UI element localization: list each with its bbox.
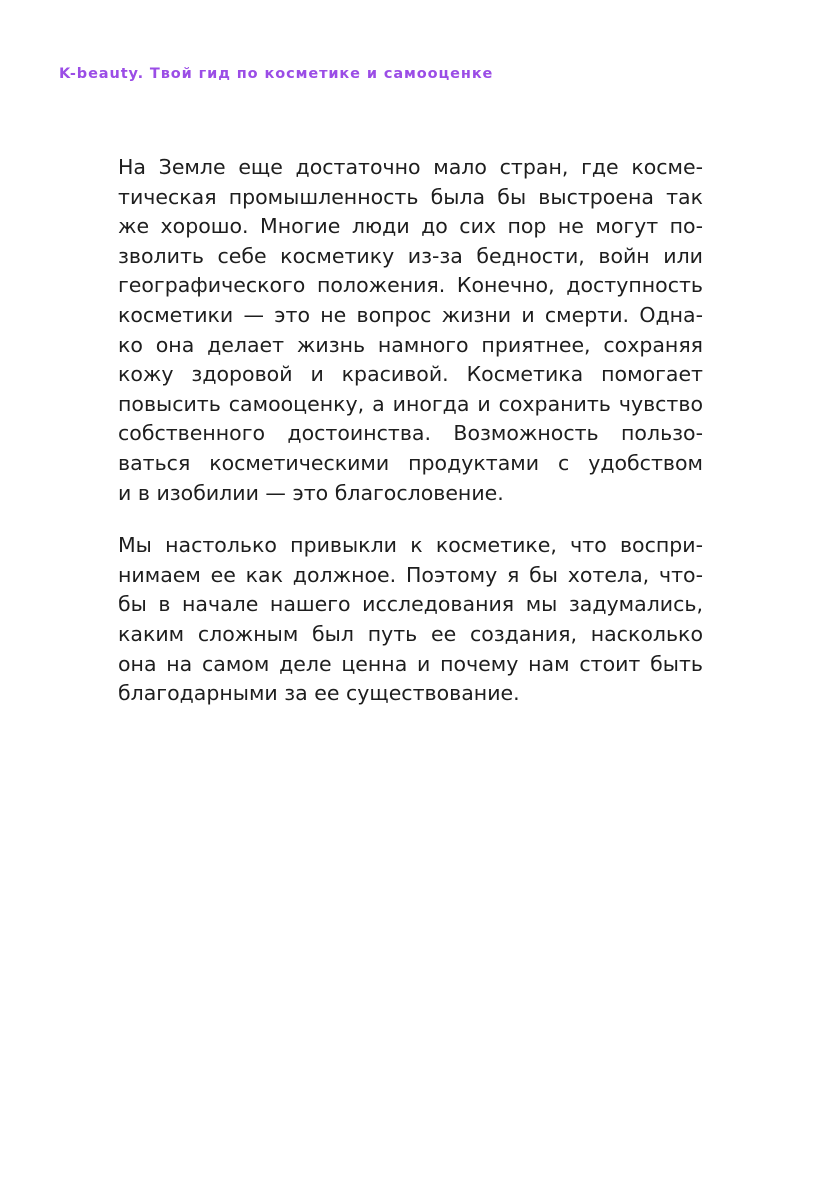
text-line: она на самом деле ценна и почему нам стоит быть [118, 651, 703, 676]
text-line: ваться косметическими продуктами с удобством [118, 450, 703, 475]
text-line: бы в начале нашего исследования мы задумались, [118, 592, 703, 617]
text-line: благодарными за ее существование. [118, 681, 520, 706]
text-line: ко она делает жизнь намного приятнее, сохраняя [118, 332, 703, 357]
text-line: тическая промышленность была бы выстроена так [118, 184, 703, 209]
text-line: повысить самооценку, а иногда и сохранить чувство [118, 391, 703, 416]
text-line: зволить себе косметику из-за бедности, войн или [118, 243, 703, 268]
body-text [118, 153, 703, 732]
running-header: K-beauty. Твой гид по косметике и самооценке [59, 66, 494, 82]
text-line: и в изобилии — это благословение. [118, 480, 504, 505]
text-line: географического положения. Конечно, доступность [118, 273, 703, 298]
paragraph-1 [118, 153, 703, 508]
text-line: кожу здоровой и красивой. Косметика помогает [118, 362, 703, 387]
text-line: собственного достоинства. Возможность пользо- [118, 421, 703, 446]
text-line: каким сложным был путь ее создания, насколько [118, 621, 703, 646]
text-line: нимаем ее как должное. Поэтому я бы хотела, что- [118, 562, 703, 587]
text-line: же хорошо. Многие люди до сих пор не могут по- [118, 214, 703, 239]
text-line: На Земле еще достаточно мало стран, где косме- [118, 155, 703, 179]
paragraph-2 [118, 531, 703, 709]
text-line: косметики — это не вопрос жизни и смерти. Одна- [118, 302, 703, 327]
text-line: Мы настолько привыкли к косметике, что воспри- [118, 533, 703, 558]
